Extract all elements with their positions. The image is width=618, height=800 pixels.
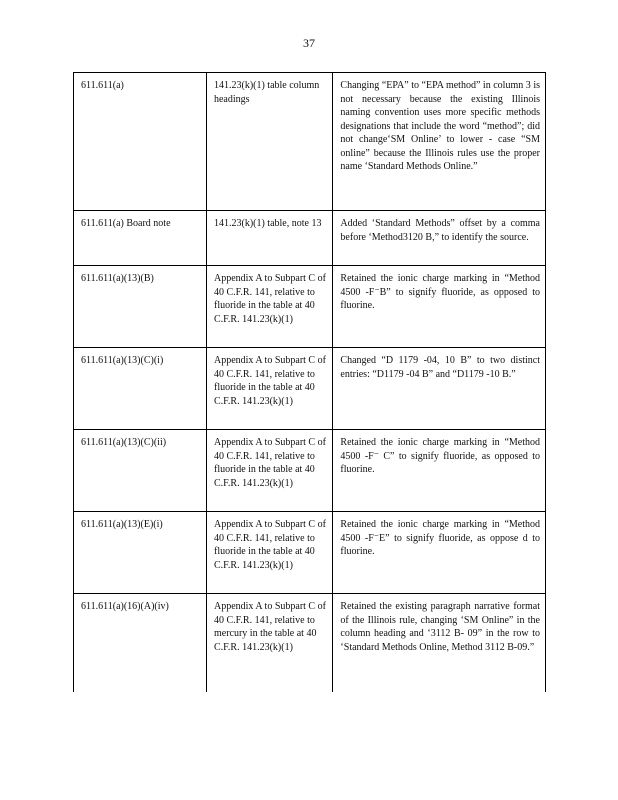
note-cell: [333, 430, 546, 512]
note-cell: [333, 594, 546, 692]
note-cell: [333, 348, 546, 430]
table-row: [74, 211, 546, 266]
source-text: 141.23(k)(1) table, note 13: [213, 218, 322, 229]
note-cell: [333, 73, 546, 211]
table-row: [74, 430, 546, 512]
source-cell: [206, 430, 332, 512]
note-text: Retained the existing paragraph narrative format of the Illinois rule, changing ‘SM Online” in the column heading and ‘3112 B- 09” in the row to ‘Standard Methods Online, Method 3112 B-09.”: [340, 601, 540, 653]
section-text: 611.611(a): [81, 80, 124, 91]
note-text: Retained the ionic charge marking in “Method 4500 -F⁻B” to signify fluoride, as opposed to fluorine.: [340, 273, 540, 311]
note-text: Added ‘Standard Methods” offset by a comma before ‘Method3120 B,” to identify the source.: [340, 218, 540, 243]
source-text: Appendix A to Subpart C of 40 C.F.R. 141, relative to mercury in the table at 40 C.F.R. 141.23(k)(1): [213, 601, 326, 653]
source-text: 141.23(k)(1) table column headings: [213, 80, 320, 105]
note-cell: [333, 266, 546, 348]
source-cell: [206, 73, 332, 211]
section-text: 611.611(a)(13)(C)(i): [81, 355, 164, 366]
note-cell: [333, 512, 546, 594]
section-cell: [74, 512, 207, 594]
page-number: 37: [303, 36, 315, 50]
table-row: [74, 73, 546, 211]
section-text: 611.611(a)(16)(A)(iv): [81, 601, 169, 612]
section-text: 611.611(a)(13)(E)(i): [81, 519, 163, 530]
amendments-table: [73, 72, 546, 692]
table-row: [74, 512, 546, 594]
section-cell: [74, 430, 207, 512]
source-cell: [206, 266, 332, 348]
note-text: Changed “D 1179 -04, 10 B” to two distinct entries: “D1179 -04 B” and “D1179 -10 B.”: [340, 355, 540, 380]
section-cell: [74, 73, 207, 211]
source-text: Appendix A to Subpart C of 40 C.F.R. 141, relative to fluoride in the table at 40 C.F.R. 141.23(k)(1): [213, 519, 326, 571]
table-row: [74, 348, 546, 430]
source-cell: [206, 594, 332, 692]
note-cell: [333, 211, 546, 266]
source-text: Appendix A to Subpart C of 40 C.F.R. 141, relative to fluoride in the table at 40 C.F.R. 141.23(k)(1): [213, 273, 326, 325]
section-cell: [74, 266, 207, 348]
source-text: Appendix A to Subpart C of 40 C.F.R. 141, relative to fluoride in the table at 40 C.F.R. 141.23(k)(1): [213, 355, 326, 407]
note-text: Retained the ionic charge marking in “Method 4500 -F⁻ C” to signify fluoride, as opposed to fluorine.: [340, 437, 540, 475]
section-text: 611.611(a)(13)(C)(ii): [81, 437, 167, 448]
note-text: Changing “EPA” to “EPA method” in column 3 is not necessary because the existing Illinois naming convention uses more specific methods designations that include the word “method”; did not change‘SM Online’ to lower - case “SM online” because the Illinois rules use the proper name ‘Standard Methods Online.”: [340, 80, 540, 172]
source-cell: [206, 348, 332, 430]
section-cell: [74, 348, 207, 430]
table-row: [74, 594, 546, 692]
note-text: Retained the ionic charge marking in “Method 4500 -F⁻E” to signify fluoride, as oppose d to fluorine.: [340, 519, 540, 557]
section-text: 611.611(a)(13)(B): [81, 273, 154, 284]
table-row: [74, 266, 546, 348]
section-text: 611.611(a) Board note: [81, 218, 171, 229]
source-cell: [206, 211, 332, 266]
section-cell: [74, 594, 207, 692]
section-cell: [74, 211, 207, 266]
source-text: Appendix A to Subpart C of 40 C.F.R. 141, relative to fluoride in the table at 40 C.F.R. 141.23(k)(1): [213, 437, 326, 489]
source-cell: [206, 512, 332, 594]
